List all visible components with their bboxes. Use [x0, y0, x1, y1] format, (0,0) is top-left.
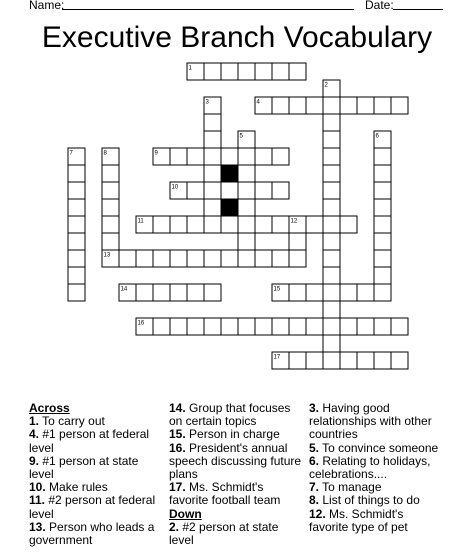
crossword-block	[221, 165, 238, 182]
cell-number: 16	[137, 320, 145, 327]
clue-text: Person who leads a government	[29, 519, 155, 548]
clue-text: Person in charge	[185, 427, 280, 442]
clue-item	[169, 521, 305, 547]
crossword-cell[interactable]	[323, 233, 340, 250]
crossword-cell[interactable]	[255, 63, 272, 80]
clue-column-1	[29, 402, 165, 547]
crossword-cell[interactable]	[323, 318, 340, 335]
clue-number: 16.	[169, 440, 186, 455]
clue-column-3	[309, 402, 445, 534]
clue-number: 17.	[169, 480, 186, 495]
clue-number: 10.	[29, 480, 46, 495]
crossword-cell[interactable]	[306, 216, 323, 233]
clue-text: #2 person at federal level	[29, 493, 156, 521]
crossword-cell[interactable]	[238, 216, 255, 233]
crossword-cell[interactable]	[323, 97, 340, 114]
clue-item	[309, 508, 445, 534]
crossword-cell[interactable]	[255, 318, 272, 335]
crossword-cell[interactable]	[323, 182, 340, 199]
clue-item	[29, 455, 165, 481]
crossword-cell[interactable]	[391, 97, 408, 114]
crossword-cell[interactable]	[306, 284, 323, 301]
clue-number: 12.	[309, 506, 326, 521]
crossword-cell[interactable]	[357, 97, 374, 114]
crossword-cell[interactable]	[102, 233, 119, 250]
across-clue-list-continued	[169, 402, 305, 508]
crossword-cell[interactable]	[323, 199, 340, 216]
crossword-cell[interactable]	[187, 182, 204, 199]
cell-number: 4	[256, 99, 260, 106]
clue-text: Ms. Schmidt's favorite football team	[169, 480, 281, 508]
crossword-cell[interactable]	[187, 250, 204, 267]
clue-number: 7.	[309, 480, 320, 495]
crossword-cell[interactable]	[306, 352, 323, 369]
clue-text: To carry out	[39, 414, 105, 429]
crossword-cell[interactable]	[238, 165, 255, 182]
date-label: Date:	[365, 0, 394, 12]
crossword-cell[interactable]	[289, 97, 306, 114]
clue-text: Ms. Schmidt's favorite type of pet	[309, 506, 408, 534]
crossword-cell[interactable]	[272, 250, 289, 267]
crossword-cell[interactable]	[323, 352, 340, 369]
crossword-cell[interactable]	[323, 301, 340, 318]
crossword-cell[interactable]	[323, 216, 340, 233]
cell-number: 3	[205, 99, 209, 106]
crossword-cell[interactable]	[272, 216, 289, 233]
crossword-cell[interactable]	[170, 250, 187, 267]
crossword-cell[interactable]	[306, 318, 323, 335]
clue-number: 9.	[29, 453, 40, 468]
clue-text: #1 person at federal level	[29, 427, 150, 455]
crossword-cell[interactable]	[187, 318, 204, 335]
clue-number: 1.	[29, 414, 40, 429]
clue-text: President's annual speech discussing future plans	[169, 440, 302, 482]
crossword-cell[interactable]	[153, 284, 170, 301]
crossword-cell[interactable]	[136, 284, 153, 301]
cell-number: 7	[69, 150, 73, 157]
clue-item	[29, 494, 165, 520]
crossword-cell[interactable]	[323, 335, 340, 352]
crossword-cell[interactable]	[102, 182, 119, 199]
crossword-cell[interactable]	[340, 284, 357, 301]
clue-item	[169, 481, 305, 507]
across-heading: Across	[29, 401, 70, 415]
clue-text: Relating to holidays, celebrations....	[309, 453, 431, 482]
crossword-cell[interactable]	[187, 216, 204, 233]
cell-number: 11	[137, 218, 144, 225]
down-clue-list	[169, 521, 305, 547]
crossword-cell[interactable]	[323, 114, 340, 131]
cell-number: 15	[273, 286, 281, 293]
crossword-cell[interactable]	[153, 318, 170, 335]
clue-number: 15.	[169, 427, 186, 442]
crossword-cell[interactable]	[374, 216, 391, 233]
down-clue-list-continued	[309, 402, 445, 534]
crossword-cell[interactable]	[221, 250, 238, 267]
crossword-cell[interactable]	[153, 216, 170, 233]
cell-number: 9	[154, 150, 158, 157]
crossword-cell[interactable]	[272, 148, 289, 165]
crossword-cell[interactable]	[238, 250, 255, 267]
clue-number: 2.	[169, 519, 180, 534]
clue-item	[309, 402, 445, 442]
crossword-cell[interactable]	[204, 318, 221, 335]
crossword-cell[interactable]	[221, 216, 238, 233]
crossword-cell[interactable]	[391, 352, 408, 369]
crossword-cell[interactable]	[187, 148, 204, 165]
crossword-cell[interactable]	[238, 199, 255, 216]
crossword-cell[interactable]	[323, 131, 340, 148]
crossword-cell[interactable]	[340, 352, 357, 369]
crossword-cell[interactable]	[374, 165, 391, 182]
crossword-cell[interactable]	[204, 250, 221, 267]
crossword-cell[interactable]	[357, 318, 374, 335]
crossword-cell[interactable]	[204, 182, 221, 199]
cell-number: 10	[171, 184, 179, 191]
crossword-cell[interactable]	[374, 199, 391, 216]
crossword-cell[interactable]	[119, 250, 136, 267]
crossword-cell[interactable]	[204, 165, 221, 182]
crossword-cell[interactable]	[68, 216, 85, 233]
crossword-cell[interactable]	[221, 182, 238, 199]
crossword-cell[interactable]	[204, 114, 221, 131]
clue-item	[29, 428, 165, 454]
crossword-cell[interactable]	[68, 199, 85, 216]
crossword-cell[interactable]	[68, 233, 85, 250]
crossword-cell[interactable]	[306, 97, 323, 114]
crossword-cell[interactable]	[357, 352, 374, 369]
crossword-cell[interactable]	[204, 216, 221, 233]
cell-number: 1	[188, 65, 192, 72]
crossword-cell[interactable]	[238, 182, 255, 199]
crossword-cell[interactable]	[68, 284, 85, 301]
clue-text: Group that focuses on certain topics	[169, 401, 291, 429]
crossword-cell[interactable]	[289, 318, 306, 335]
clue-text: To convince someone	[319, 440, 439, 455]
clue-item	[29, 521, 165, 547]
crossword-cell[interactable]	[289, 233, 306, 250]
crossword-cell[interactable]	[289, 284, 306, 301]
clue-number: 8.	[309, 493, 320, 508]
clue-number: 14.	[169, 401, 186, 415]
name-label: Name:	[29, 0, 65, 12]
crossword-cell[interactable]	[272, 63, 289, 80]
crossword-cell[interactable]	[204, 199, 221, 216]
crossword-cell[interactable]	[221, 318, 238, 335]
crossword-cell[interactable]	[323, 250, 340, 267]
down-heading: Down	[169, 506, 202, 521]
crossword-cell[interactable]	[357, 284, 374, 301]
crossword-cell[interactable]	[272, 97, 289, 114]
crossword-cell[interactable]	[68, 165, 85, 182]
crossword-cell[interactable]	[374, 97, 391, 114]
crossword-cell[interactable]	[204, 148, 221, 165]
crossword-cell[interactable]	[68, 250, 85, 267]
crossword-cell[interactable]	[153, 250, 170, 267]
crossword-cell[interactable]	[255, 250, 272, 267]
crossword-cell[interactable]	[374, 233, 391, 250]
clue-text: Make rules	[45, 480, 108, 495]
crossword-cell[interactable]	[374, 148, 391, 165]
crossword-cell[interactable]	[374, 318, 391, 335]
crossword-cell[interactable]	[187, 284, 204, 301]
crossword-cell[interactable]	[221, 63, 238, 80]
cell-number: 13	[103, 252, 111, 259]
crossword-cell[interactable]	[340, 318, 357, 335]
crossword-cell[interactable]	[170, 318, 187, 335]
cell-number: 5	[239, 133, 243, 140]
clue-item	[169, 402, 305, 428]
crossword-cell[interactable]	[255, 148, 272, 165]
clue-number: 13.	[29, 519, 46, 534]
clue-number: 5.	[309, 440, 320, 455]
crossword-cell[interactable]	[68, 267, 85, 284]
crossword-cell[interactable]	[323, 148, 340, 165]
clue-text: #1 person at state level	[29, 453, 139, 482]
clue-number: 4.	[29, 427, 40, 442]
crossword-cell[interactable]	[136, 250, 153, 267]
cell-number: 12	[290, 218, 298, 225]
crossword-cell[interactable]	[374, 352, 391, 369]
across-clue-list	[29, 415, 165, 547]
clue-text: To manage	[319, 480, 382, 495]
cell-number: 2	[324, 82, 328, 89]
crossword-cell[interactable]	[374, 182, 391, 199]
crossword-cell[interactable]	[323, 267, 340, 284]
crossword-cell[interactable]	[289, 63, 306, 80]
cell-number: 14	[120, 286, 128, 293]
crossword-cell[interactable]	[238, 63, 255, 80]
crossword-cell[interactable]	[289, 352, 306, 369]
crossword-cell[interactable]	[374, 250, 391, 267]
crossword-cell[interactable]	[323, 165, 340, 182]
crossword-cell[interactable]	[340, 97, 357, 114]
crossword-cell[interactable]	[289, 250, 306, 267]
crossword-cell[interactable]	[204, 63, 221, 80]
clue-item	[309, 455, 445, 481]
crossword-cell[interactable]	[272, 182, 289, 199]
crossword-cell[interactable]	[102, 216, 119, 233]
clue-number: 3.	[309, 401, 320, 415]
crossword-cell[interactable]	[170, 216, 187, 233]
crossword-cell[interactable]	[102, 165, 119, 182]
clue-text: #2 person at state level	[169, 519, 279, 548]
crossword-cell[interactable]	[221, 148, 238, 165]
crossword-cell[interactable]	[238, 148, 255, 165]
cell-number: 8	[103, 150, 107, 157]
crossword-cell[interactable]	[102, 199, 119, 216]
crossword-cell[interactable]	[391, 318, 408, 335]
cell-number: 17	[273, 354, 281, 361]
crossword-cell[interactable]	[170, 284, 187, 301]
clue-text: List of things to do	[319, 493, 420, 508]
crossword-cell[interactable]	[272, 318, 289, 335]
clue-text: Having good relationships with other countries	[309, 401, 432, 442]
crossword-block	[221, 199, 238, 216]
page-title: Executive Branch Vocabulary	[41, 21, 433, 54]
clue-number: 11.	[29, 493, 46, 508]
crossword-cell[interactable]	[374, 267, 391, 284]
crossword-cell[interactable]	[374, 284, 391, 301]
crossword-cell[interactable]	[170, 148, 187, 165]
crossword-cell[interactable]	[340, 216, 357, 233]
clue-item	[169, 442, 305, 482]
crossword-cell[interactable]	[68, 182, 85, 199]
crossword-cell[interactable]	[204, 284, 221, 301]
clue-number: 6.	[309, 453, 320, 468]
cell-number: 6	[375, 133, 379, 140]
crossword-cell[interactable]	[255, 182, 272, 199]
crossword-cell[interactable]	[204, 131, 221, 148]
clue-column-2	[169, 402, 305, 547]
crossword-cell[interactable]	[238, 233, 255, 250]
crossword-cell[interactable]	[323, 284, 340, 301]
crossword-cell[interactable]	[255, 216, 272, 233]
crossword-cell[interactable]	[238, 318, 255, 335]
